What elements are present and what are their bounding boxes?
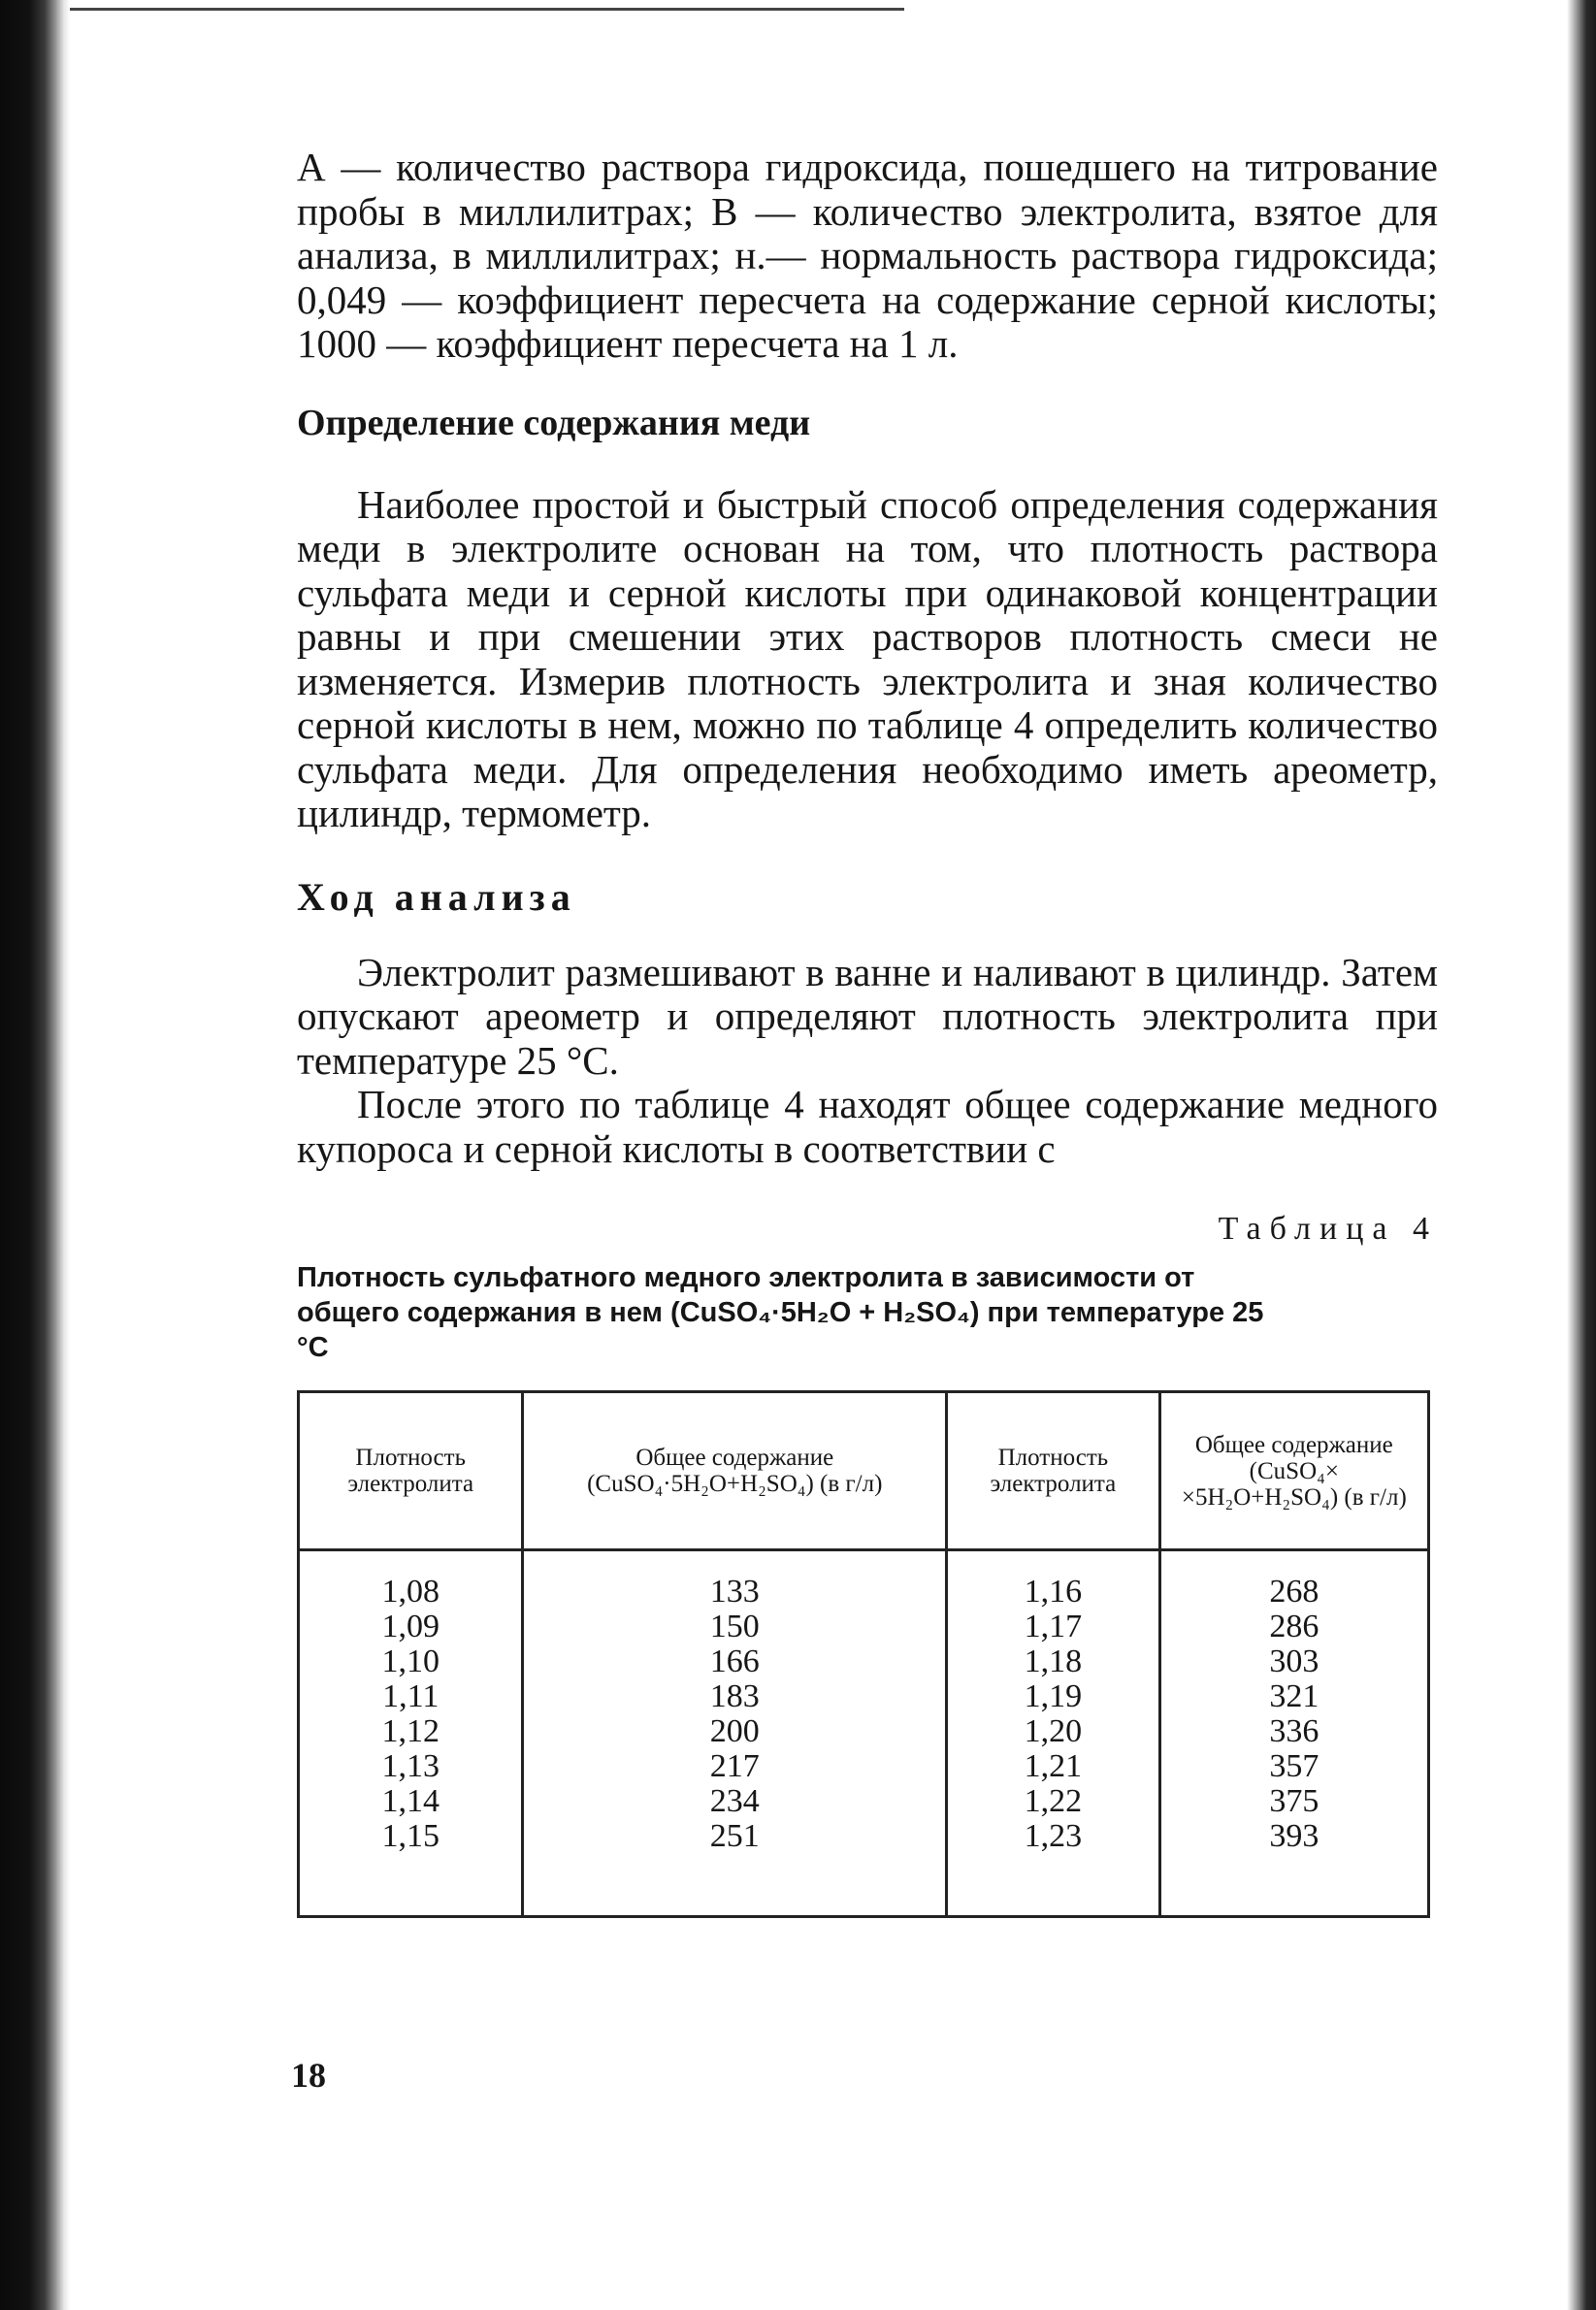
density-table <box>297 1390 1430 1918</box>
heading-copper-determination: Определение содержания меди <box>297 402 811 443</box>
heading-analysis-procedure: Ход анализа <box>297 874 576 919</box>
page-content <box>297 146 1438 1918</box>
column-density-2: 1,16 1,17 1,18 1,19 1,20 1,21 1,22 1,23 <box>947 1550 1160 1917</box>
scan-edge-right <box>1567 0 1596 2310</box>
header-content-1: Общее содержание (CuSO₄·5H₂O+H₂SO₄) (в г/л) <box>523 1392 947 1550</box>
header-density-2: Плотность электролита <box>947 1392 1160 1550</box>
scan-edge-left <box>0 0 70 2310</box>
paragraph-procedure-2: После этого по таблице 4 находят общее содержание медного купороса и серной кислоты в соответствии с <box>297 1082 1438 1171</box>
table-row <box>299 1550 1429 1917</box>
paragraph-intro: А — количество раствора гидроксида, пошедшего на титрование пробы в миллилитрах; В — количество электролита, взятое для анализа, в миллилитрах; н.— нормальность раствора гидроксида; 0,049 — коэффициент пересчета на содержание серной кислоты; 1000 — коэффициент пересчета на 1 л. <box>297 145 1438 366</box>
paragraph-procedure-1: Электролит размешивают в ванне и наливают в цилиндр. Затем опускают ареометр и определяют плотность электролита при температуре 25 °С. <box>297 949 1438 1083</box>
header-density-1: Плотность электролита <box>299 1392 523 1550</box>
page-number: 18 <box>291 2056 326 2095</box>
column-density-1: 1,08 1,09 1,10 1,11 1,12 1,13 1,14 1,15 <box>299 1550 523 1917</box>
table-header-row <box>299 1392 1429 1550</box>
paragraph-copper-determination: Наиболее простой и быстрый способ определения содержания меди в электролите основан на том, что плотность раствора сульфата меди и серной кислоты при одинаковой концентрации равны и при смешении этих растворов плотность смеси не изменяется. Измерив плотность электролита и зная количество серной кислоты в нем, можно по таблице 4 определить количество сульфата меди. Для определения необходимо иметь ареометр, цилиндр, термометр. <box>297 481 1438 835</box>
table-caption: Плотность сульфатного медного электролита в зависимости от общего содержания в нем (CuSO₄·5H₂O + H₂SO₄) при температуре 25 °С <box>297 1262 1264 1363</box>
table-label: Таблица 4 <box>1218 1211 1438 1247</box>
header-content-2: Общее содержание (CuSO₄× ×5H₂O+H₂SO₄) (в г/л) <box>1159 1392 1428 1550</box>
scan-top-rule <box>70 8 904 11</box>
column-content-2: 268 286 303 321 336 357 375 393 <box>1159 1550 1428 1917</box>
column-content-1: 133 150 166 183 200 217 234 251 <box>523 1550 947 1917</box>
